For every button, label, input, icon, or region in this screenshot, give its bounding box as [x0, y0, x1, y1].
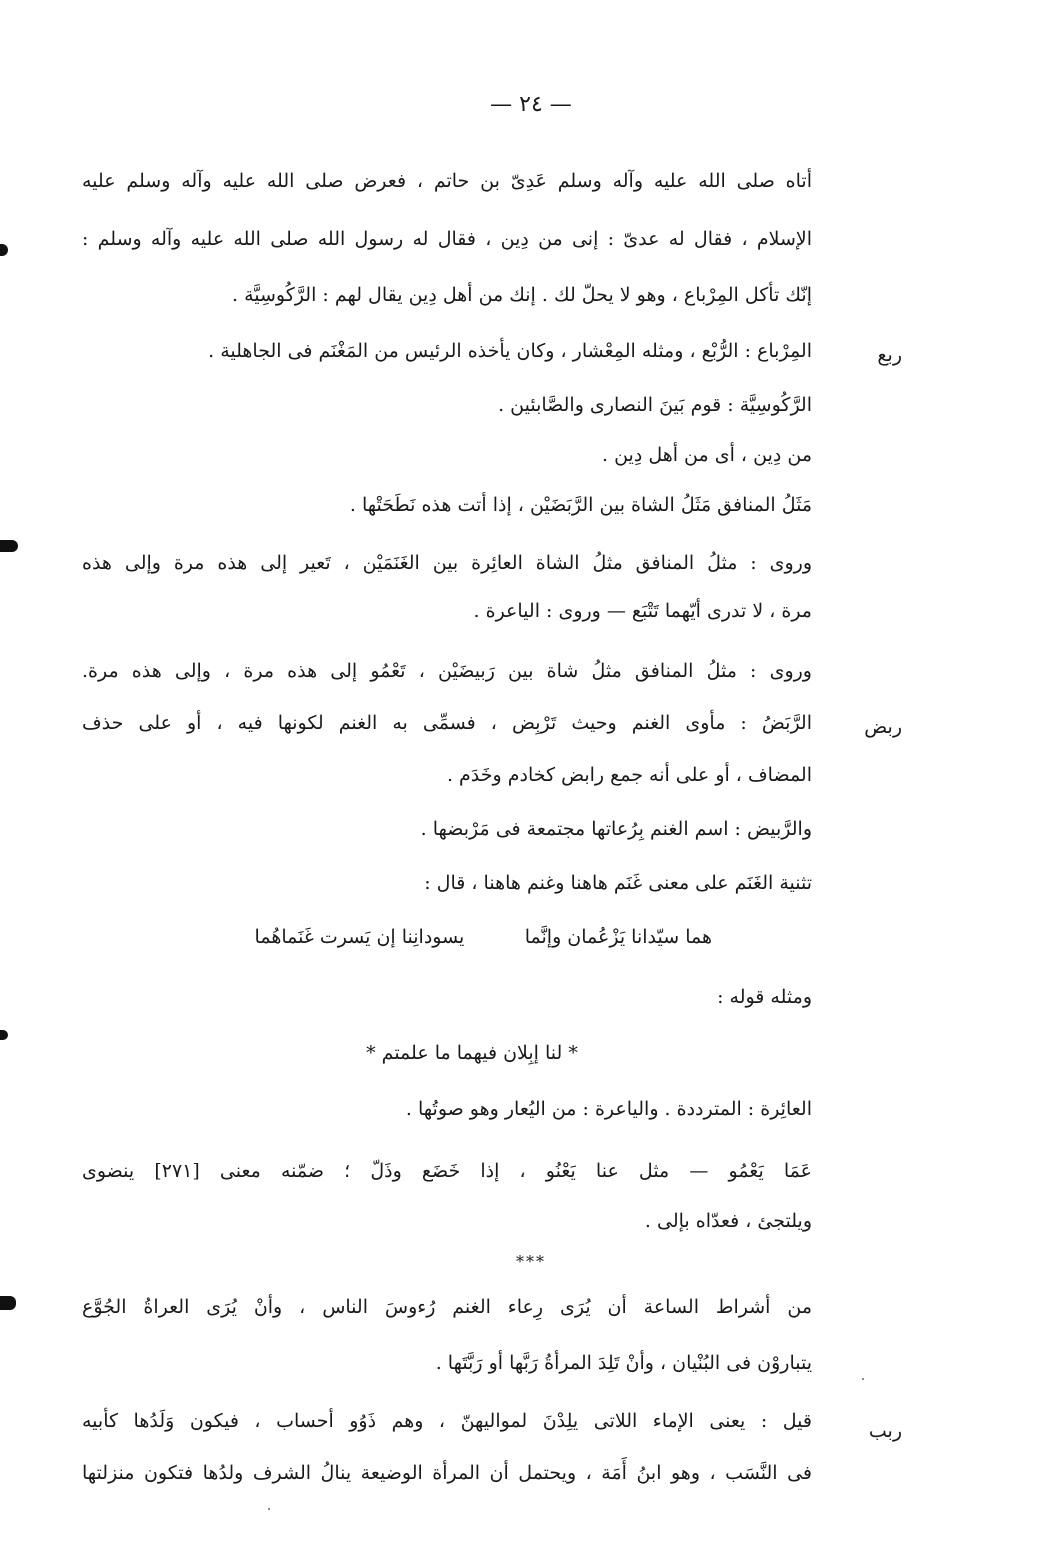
verse-line: هما سيّدانا يَزْعُمان وإنَّما يسودانِنا إن يَسرت غَنَماهُما	[254, 926, 712, 948]
text-line: مرة ، لا تدرى أيّهما تَتْبَع — وروى : الياعرة .	[473, 600, 812, 622]
page-number: — ٢٤ —	[490, 92, 572, 117]
binding-mark	[0, 540, 18, 552]
margin-root-rbb: ربب	[868, 1420, 902, 1442]
text-line: العائِرة : المترددة . والياعرة : من اليُعار وهو صوتُها .	[405, 1098, 812, 1120]
text-line: فى النَّسَب ، وهو ابنُ أَمَة ، ويحتمل أن المرأة الوضيعة ينالُ الشرف ولدُها فتكون منزلتها	[82, 1462, 812, 1484]
text-line: المضاف ، أو على أنه جمع رابض كخادم وخَدَم .	[446, 764, 812, 786]
binding-mark	[0, 1030, 8, 1040]
text-line: من أشراط الساعة أن يُرَى رِعاء الغنم رُءوسَ الناس ، وأنْ يُرَى العراةُ الجُوَّع	[82, 1296, 812, 1318]
text-line: وروى : مثلُ المنافق مثلُ الشاة العائِرة بين الغَنَمَيْن ، تَعير إلى هذه مرة وإلى هذه	[82, 552, 812, 574]
margin-root-rbd: ربض	[864, 716, 902, 738]
text-line: عَمَا يَعْمُو — مثل عنا يَعْنُو ، إذا خَضَع وذَلّ ؛ ضمّنه معنى [٢٧١] ينضوى	[82, 1160, 813, 1182]
text-line: تثنية الغَنَم على معنى غَنَم هاهنا وغنم هاهنا ، قال :	[424, 872, 812, 894]
scan-speck	[862, 1378, 864, 1380]
text-line: الرَّكُوسِيَّة : قوم بَينَ النصارى والصَّابئين .	[498, 394, 812, 416]
text-line: الإسلام ، فقال له عدىّ : إنى من دِين ، فقال له رسول الله صلى الله عليه وآله وسلم :	[82, 228, 812, 250]
text-line: قيل : يعنى الإماء اللاتى يلِدْنَ لمواليهنّ ، وهم ذَوُو أحساب ، فيكون وَلَدُها كأبيه	[82, 1410, 812, 1432]
binding-mark	[0, 1296, 16, 1310]
scan-speck	[268, 1508, 270, 1510]
text-line: المِرْباع : الرُّبْع ، ومثله المِعْشار ، وكان يأخذه الرئيس من المَغْنَم فى الجاهلية .	[208, 340, 812, 362]
text-line: يتباروْن فى البُنْيان ، وأنْ تَلِدَ المرأةُ رَبَّها أو رَبَّتَها .	[435, 1352, 812, 1374]
text-line: وروى : مثلُ المنافق مثلُ شاة بين رَبيضَيْن ، تَعْمُو إلى هذه مرة ، وإلى هذه مرة.	[82, 660, 812, 682]
text-line: إنّك تأكل المِرْباع ، وهو لا يحلّ لك . إنك من أهل دِين يقال لهم : الرَّكُوسِيَّة .	[232, 284, 812, 306]
section-separator: ***	[516, 1252, 546, 1271]
text-line: مَثَلُ المنافق مَثَلُ الشاة بين الرَّبَضَيْن ، إذا أتت هذه نَطَحَتْها .	[349, 494, 812, 516]
text-line: ويلتجئ ، فعدّاه بإلى .	[644, 1210, 812, 1232]
text-line: من دِين ، أى من أهل دِين .	[602, 444, 812, 466]
text-line: ومثله قوله :	[717, 986, 812, 1008]
verse-line: * لنا إبِلان فيهما ما علمتم *	[366, 1042, 578, 1064]
text-line: والرَّبيض : اسم الغنم بِرُعاتها مجتمعة فى مَرْبضها .	[420, 818, 812, 840]
margin-root-rbe: ربع	[877, 344, 902, 366]
binding-mark	[0, 244, 8, 256]
text-line: أتاه صلى الله عليه وآله وسلم عَدِىّ بن حاتم ، فعرض صلى الله عليه وآله وسلم عليه	[82, 170, 812, 192]
text-line: الرَّبَضُ : مأوى الغنم وحيث تَرْبِض ، فسمِّى به الغنم لكونها فيه ، أو على حذف	[82, 712, 812, 734]
